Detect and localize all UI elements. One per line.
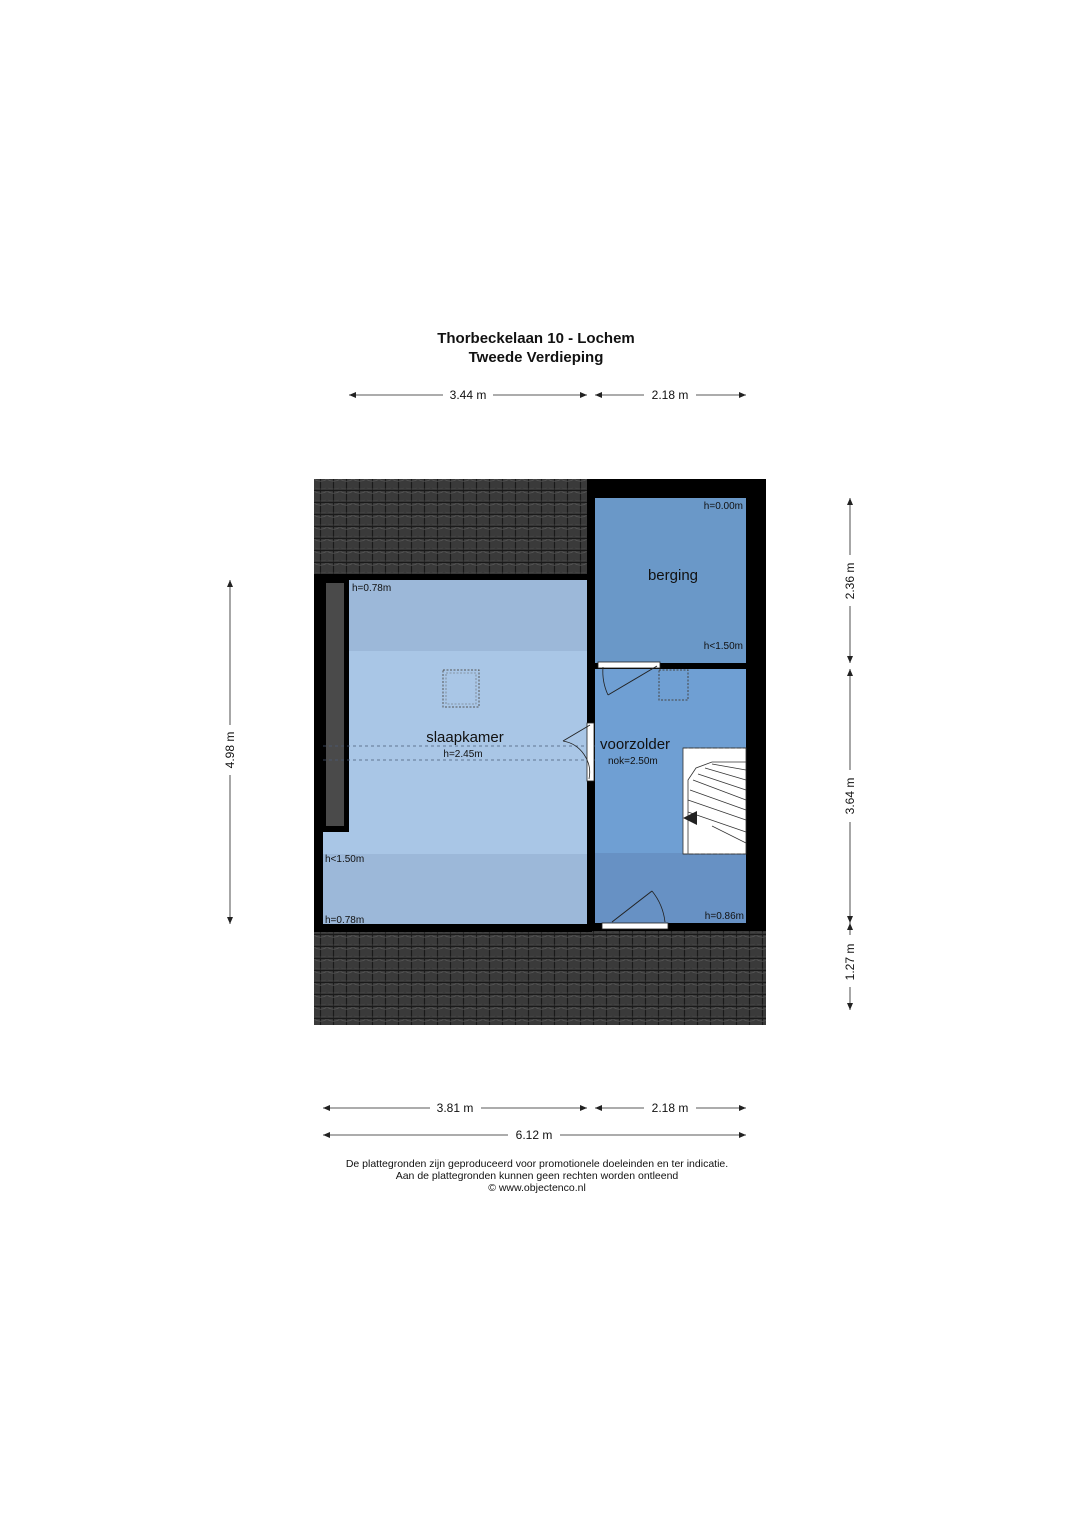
footer-copyright: © www.objectenco.nl bbox=[488, 1182, 586, 1194]
dimension-right-middle-label: 3.64 m bbox=[843, 777, 857, 815]
dimension-bottom-left-label: 3.81 m bbox=[436, 1101, 474, 1115]
slaapkamer-label: slaapkamer bbox=[426, 729, 504, 746]
roof-tiles-top bbox=[314, 479, 590, 577]
plan-address-title: Thorbeckelaan 10 - Lochem bbox=[437, 330, 635, 347]
voorzolder-bottom-height: h=0.86m bbox=[704, 911, 744, 922]
footer-disclaimer-line1: De plattegronden zijn geproduceerd voor promotionele doeleinden en ter indicatie. bbox=[345, 1158, 729, 1170]
berging-bottom-height: h<1.50m bbox=[703, 641, 743, 652]
slaapkamer-top-left-height: h=0.78m bbox=[352, 583, 392, 594]
dimension-top-left-label: 3.44 m bbox=[449, 388, 487, 402]
dimension-right-top bbox=[843, 498, 857, 663]
roof-tiles-bottom bbox=[314, 928, 766, 1025]
dimension-bottom-left bbox=[323, 1101, 587, 1115]
dimension-left-label: 4.98 m bbox=[223, 731, 237, 769]
dimension-top-left bbox=[349, 388, 587, 402]
dimension-right-top-label: 2.36 m bbox=[843, 562, 857, 600]
dimension-bottom-right bbox=[595, 1101, 746, 1115]
slaapkamer-height-label: h=2.45m bbox=[443, 749, 483, 760]
plan-floor-title: Tweede Verdieping bbox=[468, 349, 604, 366]
cabinet-inner bbox=[326, 583, 344, 826]
staircase bbox=[683, 748, 746, 854]
dimension-bottom-total-label: 6.12 m bbox=[515, 1128, 553, 1142]
dimension-left bbox=[223, 580, 237, 924]
dimension-top-right bbox=[595, 388, 746, 402]
dimension-top-right-label: 2.18 m bbox=[651, 388, 689, 402]
dimension-bottom-right-label: 2.18 m bbox=[651, 1101, 689, 1115]
dimension-bottom-total bbox=[323, 1128, 746, 1142]
slaapkamer-bottom-left-height: h=0.78m bbox=[325, 915, 365, 926]
berging-label: berging bbox=[647, 567, 699, 584]
dimension-right-bottom bbox=[843, 923, 857, 1010]
dimension-right-bottom-label: 1.27 m bbox=[843, 943, 857, 981]
dimension-right-middle bbox=[843, 669, 857, 923]
berging-top-height: h=0.00m bbox=[703, 501, 743, 512]
voorzolder-label: voorzolder bbox=[600, 736, 671, 753]
footer-disclaimer-line2: Aan de plattegronden kunnen geen rechten worden ontleend bbox=[395, 1170, 679, 1182]
slaapkamer-lower-height: h<1.50m bbox=[325, 854, 365, 865]
voorzolder-ridge-label: nok=2.50m bbox=[608, 756, 658, 767]
